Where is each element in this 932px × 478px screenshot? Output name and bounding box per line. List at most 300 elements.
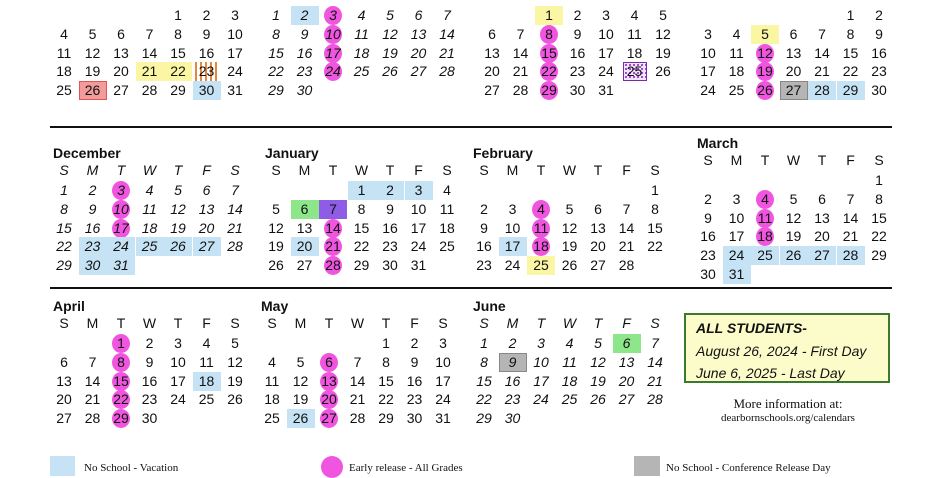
day-cell xyxy=(564,6,592,25)
weekday-header: F xyxy=(622,162,631,178)
day-cell xyxy=(372,390,400,409)
day-cell xyxy=(319,200,347,219)
day-number: 25 xyxy=(56,82,72,99)
day-cell xyxy=(405,62,433,81)
day-cell xyxy=(376,181,404,200)
day-number: 10 xyxy=(504,219,521,236)
day-number: 20 xyxy=(410,44,427,61)
day-cell xyxy=(780,25,808,44)
day-cell xyxy=(808,44,836,63)
day-cell xyxy=(262,256,290,275)
day-number: 25 xyxy=(141,238,158,255)
day-number: 28 xyxy=(227,238,243,255)
day-cell xyxy=(401,409,429,428)
more-info-url[interactable]: dearbornschools.org/calendars xyxy=(721,412,855,424)
day-cell xyxy=(319,44,347,63)
weekday-header: S xyxy=(703,152,713,168)
day-number: 10 xyxy=(728,209,745,226)
day-cell xyxy=(221,200,249,219)
day-number: 30 xyxy=(198,82,215,99)
day-cell xyxy=(136,409,164,428)
day-cell xyxy=(592,44,620,63)
day-number: 28 xyxy=(814,82,830,99)
day-number: 28 xyxy=(647,391,663,408)
day-number: 2 xyxy=(875,7,883,23)
day-number: 3 xyxy=(231,7,239,23)
day-number: 13 xyxy=(198,200,215,217)
day-number: 11 xyxy=(729,44,744,61)
day-number: 19 xyxy=(227,372,243,389)
day-number: 27 xyxy=(590,257,606,274)
day-cell xyxy=(376,237,404,256)
month-title: May xyxy=(261,298,289,314)
day-number: 22 xyxy=(842,63,859,80)
day-cell xyxy=(751,25,779,44)
day-cell xyxy=(694,246,722,265)
day-number: 30 xyxy=(382,257,398,274)
day-cell xyxy=(50,256,78,275)
day-cell xyxy=(837,246,865,265)
day-cell xyxy=(79,200,107,219)
day-number: 23 xyxy=(84,238,101,255)
day-number: 14 xyxy=(618,219,635,236)
day-cell xyxy=(348,62,376,81)
day-cell xyxy=(376,256,404,275)
weekday-header: F xyxy=(846,152,855,168)
day-cell xyxy=(376,62,404,81)
day-cell xyxy=(535,44,563,63)
weekday-header: M xyxy=(294,315,307,331)
day-number: 3 xyxy=(439,335,447,351)
day-cell xyxy=(865,81,893,100)
day-cell xyxy=(79,181,107,200)
day-cell xyxy=(193,390,221,409)
weekday-header: F xyxy=(202,315,211,331)
day-number: 9 xyxy=(88,200,97,217)
day-number: 5 xyxy=(174,182,182,198)
day-number: 2 xyxy=(410,335,419,351)
day-number: 25 xyxy=(757,247,773,264)
day-cell xyxy=(193,25,221,44)
weekday-header: T xyxy=(324,315,334,331)
day-number: 16 xyxy=(296,44,313,61)
day-cell xyxy=(79,256,107,275)
day-number: 25 xyxy=(198,391,215,408)
day-number: 26 xyxy=(561,257,578,274)
day-cell xyxy=(136,200,164,219)
day-cell xyxy=(315,409,343,428)
day-cell xyxy=(808,246,836,265)
day-number: 28 xyxy=(84,410,101,427)
day-cell xyxy=(808,81,836,100)
day-number: 15 xyxy=(541,44,557,61)
day-number: 12 xyxy=(227,353,243,370)
day-cell xyxy=(641,334,669,353)
day-cell xyxy=(376,44,404,63)
day-cell xyxy=(865,209,893,228)
day-number: 22 xyxy=(170,63,186,80)
day-cell xyxy=(107,334,135,353)
day-cell xyxy=(837,81,865,100)
day-number: 8 xyxy=(357,200,366,217)
more-info xyxy=(690,396,886,424)
day-cell xyxy=(107,256,135,275)
day-number: 22 xyxy=(268,63,284,80)
day-number: 18 xyxy=(626,44,643,61)
day-cell xyxy=(291,81,319,100)
day-number: 17 xyxy=(325,44,341,61)
day-number: 28 xyxy=(439,63,455,80)
day-cell xyxy=(193,81,221,100)
day-number: 23 xyxy=(198,63,215,80)
day-number: 17 xyxy=(410,219,427,236)
day-number: 18 xyxy=(198,372,215,389)
day-cell xyxy=(107,353,135,372)
day-number: 22 xyxy=(113,391,129,408)
day-number: 17 xyxy=(533,372,549,389)
day-cell xyxy=(433,44,461,63)
day-cell xyxy=(470,237,498,256)
day-cell xyxy=(837,190,865,209)
day-number: 2 xyxy=(386,182,394,198)
day-number: 18 xyxy=(353,44,370,61)
day-number: 17 xyxy=(170,372,186,389)
day-cell xyxy=(291,200,319,219)
day-number: 15 xyxy=(476,372,492,389)
weekday-header: T xyxy=(173,315,183,331)
day-number: 25 xyxy=(626,63,643,80)
day-number: 13 xyxy=(410,25,427,42)
day-cell xyxy=(50,81,78,100)
day-number: 7 xyxy=(88,353,97,370)
day-number: 12 xyxy=(292,372,309,389)
day-number: 4 xyxy=(732,25,741,42)
day-number: 28 xyxy=(325,257,341,274)
day-cell xyxy=(164,44,192,63)
day-number: 16 xyxy=(198,44,215,61)
weekday-header: T xyxy=(536,315,546,331)
day-number: 26 xyxy=(292,410,309,427)
day-number: 29 xyxy=(871,247,887,264)
day-cell xyxy=(470,219,498,238)
day-number: 23 xyxy=(871,63,887,80)
day-cell xyxy=(107,25,135,44)
day-number: 11 xyxy=(354,25,369,42)
day-cell xyxy=(50,390,78,409)
day-number: 14 xyxy=(141,44,158,61)
day-number: 27 xyxy=(484,82,500,99)
day-number: 21 xyxy=(512,63,529,80)
day-cell xyxy=(291,256,319,275)
day-number: 16 xyxy=(141,372,158,389)
weekday-header: W xyxy=(562,315,577,331)
legend-vacation-swatch xyxy=(50,456,75,476)
day-cell xyxy=(107,219,135,238)
day-number: 13 xyxy=(785,44,802,61)
month-title: June xyxy=(473,298,506,314)
month-title: January xyxy=(265,145,319,161)
day-number: 24 xyxy=(170,391,186,408)
weekday-header: S xyxy=(438,315,448,331)
day-number: 10 xyxy=(700,44,716,61)
day-cell xyxy=(401,353,429,372)
day-number: 14 xyxy=(84,372,101,389)
day-cell xyxy=(641,181,669,200)
day-cell xyxy=(499,219,527,238)
day-cell xyxy=(193,353,221,372)
day-cell xyxy=(258,353,286,372)
day-number: 27 xyxy=(56,410,72,427)
day-cell xyxy=(499,372,527,391)
day-cell xyxy=(348,219,376,238)
day-cell xyxy=(221,334,249,353)
day-number: 10 xyxy=(533,353,549,370)
day-number: 13 xyxy=(113,44,129,61)
day-number: 23 xyxy=(296,63,313,80)
day-number: 20 xyxy=(484,63,500,80)
day-cell xyxy=(751,227,779,246)
legend-conference-text: No School - Conference Release Day xyxy=(666,462,831,474)
day-cell xyxy=(694,44,722,63)
month-title: March xyxy=(697,135,739,151)
day-cell xyxy=(405,256,433,275)
day-cell xyxy=(50,353,78,372)
day-cell xyxy=(348,181,376,200)
day-number: 6 xyxy=(325,353,333,370)
day-cell xyxy=(613,334,641,353)
day-cell xyxy=(564,25,592,44)
day-cell xyxy=(694,209,722,228)
day-cell xyxy=(527,256,555,275)
weekday-header: T xyxy=(593,162,603,178)
day-cell xyxy=(262,200,290,219)
day-cell xyxy=(164,219,192,238)
day-cell xyxy=(470,372,498,391)
day-number: 8 xyxy=(174,25,182,42)
day-cell xyxy=(694,81,722,100)
day-cell xyxy=(107,81,135,100)
day-number: 19 xyxy=(561,238,578,255)
day-cell xyxy=(499,200,527,219)
day-cell xyxy=(865,44,893,63)
day-number: 5 xyxy=(231,335,239,351)
day-number: 23 xyxy=(700,247,716,264)
day-number: 2 xyxy=(145,335,154,351)
day-number: 1 xyxy=(272,7,280,23)
day-cell xyxy=(50,181,78,200)
day-number: 14 xyxy=(227,200,243,217)
more-info-label: More information at: xyxy=(733,396,843,411)
weekday-header: T xyxy=(760,152,770,168)
day-cell xyxy=(136,62,164,81)
day-cell xyxy=(535,81,563,100)
day-cell xyxy=(723,227,751,246)
day-number: 24 xyxy=(325,63,341,80)
day-cell xyxy=(405,237,433,256)
day-number: 17 xyxy=(728,228,745,245)
day-number: 8 xyxy=(651,200,659,217)
day-number: 21 xyxy=(647,372,663,389)
day-number: 19 xyxy=(268,238,284,255)
day-cell xyxy=(291,44,319,63)
day-number: 19 xyxy=(382,44,398,61)
day-number: 16 xyxy=(382,219,398,236)
day-number: 11 xyxy=(627,25,642,42)
day-cell xyxy=(136,25,164,44)
day-number: 30 xyxy=(296,82,313,99)
day-number: 26 xyxy=(655,63,671,80)
day-cell xyxy=(164,200,192,219)
day-cell xyxy=(780,227,808,246)
day-cell xyxy=(79,409,107,428)
day-number: 8 xyxy=(480,353,488,370)
day-number: 3 xyxy=(732,190,741,207)
info-heading: ALL STUDENTS- xyxy=(696,320,807,336)
day-cell xyxy=(193,62,221,81)
day-number: 22 xyxy=(647,238,663,255)
day-cell xyxy=(694,265,722,284)
day-cell xyxy=(556,256,584,275)
day-cell xyxy=(193,219,221,238)
day-number: 17 xyxy=(227,44,243,61)
day-number: 11 xyxy=(439,200,455,217)
day-number: 21 xyxy=(842,228,859,245)
day-number: 29 xyxy=(113,410,129,427)
first-day-text: August 26, 2024 - First Day xyxy=(696,343,867,359)
day-number: 30 xyxy=(141,410,158,427)
day-number: 19 xyxy=(590,372,606,389)
day-cell xyxy=(641,372,669,391)
day-number: 24 xyxy=(700,82,716,99)
weekday-header: S xyxy=(650,162,660,178)
day-cell xyxy=(592,6,620,25)
day-number: 23 xyxy=(141,391,158,408)
day-number: 14 xyxy=(647,353,663,370)
day-number: 7 xyxy=(145,25,154,42)
day-number: 25 xyxy=(439,238,455,255)
day-cell xyxy=(287,372,315,391)
day-cell xyxy=(348,25,376,44)
day-number: 19 xyxy=(84,63,101,80)
weekday-header: W xyxy=(354,162,369,178)
day-number: 1 xyxy=(875,172,883,188)
day-cell xyxy=(837,6,865,25)
day-number: 7 xyxy=(846,190,855,207)
day-cell xyxy=(372,372,400,391)
day-number: 26 xyxy=(227,391,243,408)
day-number: 3 xyxy=(414,182,423,198)
day-number: 9 xyxy=(202,25,211,42)
day-cell xyxy=(429,353,457,372)
day-number: 8 xyxy=(382,353,390,370)
day-number: 15 xyxy=(353,219,370,236)
day-number: 31 xyxy=(435,410,451,427)
day-cell xyxy=(556,200,584,219)
day-cell xyxy=(808,25,836,44)
day-number: 19 xyxy=(292,391,309,408)
day-cell xyxy=(478,25,506,44)
day-number: 11 xyxy=(56,44,72,61)
weekday-header: S xyxy=(479,315,489,331)
day-cell xyxy=(723,81,751,100)
day-cell xyxy=(837,209,865,228)
weekday-header: T xyxy=(381,315,391,331)
day-cell xyxy=(478,62,506,81)
day-number: 20 xyxy=(321,391,337,408)
day-number: 15 xyxy=(842,44,859,61)
weekday-header: W xyxy=(142,162,157,178)
day-cell xyxy=(291,62,319,81)
day-number: 16 xyxy=(569,44,586,61)
day-number: 30 xyxy=(406,410,423,427)
weekday-header: M xyxy=(86,315,99,331)
day-number: 5 xyxy=(296,353,305,370)
day-cell xyxy=(287,390,315,409)
day-cell xyxy=(470,409,498,428)
day-cell xyxy=(808,227,836,246)
day-cell xyxy=(433,62,461,81)
day-cell xyxy=(527,200,555,219)
day-number: 16 xyxy=(84,219,101,236)
day-number: 5 xyxy=(88,25,97,42)
day-cell xyxy=(262,44,290,63)
day-cell xyxy=(865,246,893,265)
day-number: 15 xyxy=(170,44,186,61)
day-cell xyxy=(556,334,584,353)
day-cell xyxy=(221,181,249,200)
day-cell xyxy=(193,181,221,200)
day-cell xyxy=(79,44,107,63)
day-cell xyxy=(79,237,107,256)
day-number: 26 xyxy=(590,391,606,408)
day-number: 18 xyxy=(757,228,773,245)
day-number: 20 xyxy=(296,238,313,255)
day-number: 27 xyxy=(618,391,635,408)
day-number: 15 xyxy=(268,44,284,61)
day-cell xyxy=(136,390,164,409)
day-number: 29 xyxy=(378,410,394,427)
day-cell xyxy=(107,62,135,81)
day-cell xyxy=(641,219,669,238)
day-number: 21 xyxy=(814,63,830,80)
day-number: 15 xyxy=(647,219,663,236)
day-cell xyxy=(808,62,836,81)
day-cell xyxy=(376,25,404,44)
day-cell xyxy=(433,181,461,200)
day-number: 7 xyxy=(516,25,525,42)
day-cell xyxy=(405,181,433,200)
day-cell xyxy=(723,62,751,81)
day-cell xyxy=(348,237,376,256)
weekday-header: F xyxy=(202,162,211,178)
day-number: 22 xyxy=(476,391,492,408)
day-cell xyxy=(348,256,376,275)
day-number: 12 xyxy=(590,353,606,370)
day-cell xyxy=(291,237,319,256)
day-number: 21 xyxy=(439,44,455,61)
day-number: 5 xyxy=(594,335,602,351)
day-cell xyxy=(136,181,164,200)
day-number: 3 xyxy=(704,25,712,42)
day-cell xyxy=(527,219,555,238)
day-cell xyxy=(613,200,641,219)
day-number: 9 xyxy=(410,353,419,370)
day-number: 4 xyxy=(60,25,68,42)
day-cell xyxy=(478,81,506,100)
day-cell xyxy=(221,6,249,25)
day-number: 26 xyxy=(84,82,101,99)
day-number: 12 xyxy=(785,209,802,226)
